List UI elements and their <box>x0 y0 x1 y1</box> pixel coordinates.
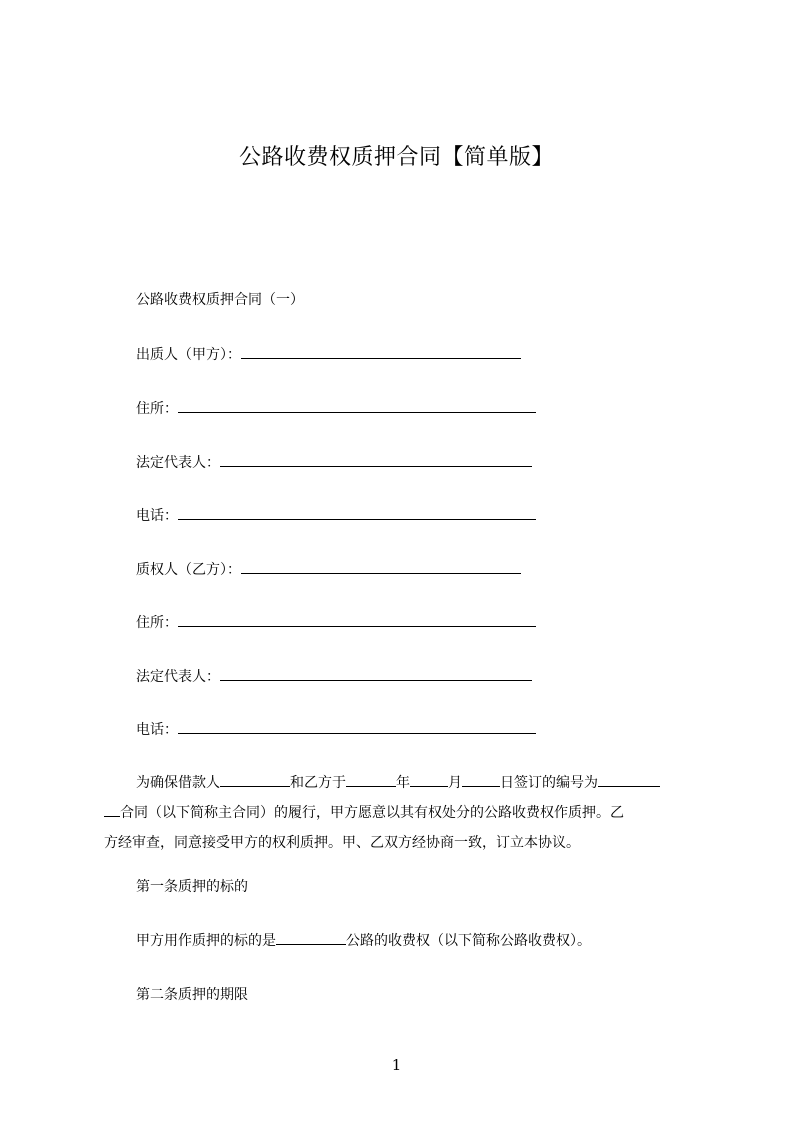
pledgor-blank <box>241 344 521 359</box>
day-blank <box>462 772 500 787</box>
article-1-text-before: 甲方用作质押的标的是 <box>136 933 276 949</box>
pledgee-address-label: 住所： <box>136 615 178 631</box>
contract-number-blank <box>598 772 660 787</box>
pledgor-legal-rep-label: 法定代表人： <box>136 455 220 471</box>
month-blank <box>410 772 448 787</box>
page-number: 1 <box>391 1056 402 1074</box>
pledgor-phone-blank <box>178 505 536 520</box>
pledgee-line <box>136 559 521 580</box>
pledgee-phone-label: 电话： <box>136 722 178 738</box>
year-blank <box>346 772 396 787</box>
pledgee-legal-rep-label: 法定代表人： <box>136 669 220 685</box>
intro-text-3: 年 <box>396 775 410 791</box>
article-1-heading: 第一条质押的标的 <box>136 879 248 895</box>
pledgee-legal-rep-line <box>136 666 532 687</box>
article-1-text-after: 公路的收费权（以下简称公路收费权）。 <box>346 933 591 949</box>
pledgor-line <box>136 344 521 365</box>
pledgee-legal-rep-blank <box>220 666 532 681</box>
intro-text-7: 方经审查，同意接受甲方的权利质押。甲、乙双方经协商一致，订立本协议。 <box>104 835 580 851</box>
pledgor-address-blank <box>178 398 536 413</box>
pledgor-phone-line <box>136 505 536 526</box>
intro-text-4: 月 <box>448 775 462 791</box>
intro-paragraph <box>104 768 702 858</box>
borrower-blank <box>220 772 290 787</box>
intro-text-1: 为确保借款人 <box>136 775 220 791</box>
intro-text-5: 日签订的编号为 <box>500 775 598 791</box>
pledgee-address-blank <box>178 612 536 627</box>
document-title: 公路收费权质押合同【简单版】 <box>238 145 554 170</box>
pledgor-legal-rep-blank <box>220 452 532 467</box>
article-2-heading: 第二条质押的期限 <box>136 987 248 1003</box>
pledgee-blank <box>241 559 521 574</box>
pledgor-address-line <box>136 398 536 419</box>
intro-text-2: 和乙方于 <box>290 775 346 791</box>
contract-number-blank-cont <box>104 802 120 817</box>
intro-text-6: 合同（以下简称主合同）的履行，甲方愿意以其有权处分的公路收费权作质押。乙 <box>120 805 624 821</box>
pledgee-phone-line <box>136 719 536 740</box>
pledgor-legal-rep-line <box>136 452 532 473</box>
pledgee-phone-blank <box>178 719 536 734</box>
article-1-text <box>136 930 591 951</box>
pledgee-address-line <box>136 612 536 633</box>
pledgee-label: 质权人（乙方）： <box>136 562 241 578</box>
pledgor-address-label: 住所： <box>136 401 178 417</box>
pledgor-phone-label: 电话： <box>136 508 178 524</box>
highway-name-blank <box>276 930 346 945</box>
contract-subtitle: 公路收费权质押合同（一） <box>136 292 304 308</box>
pledgor-label: 出质人（甲方）： <box>136 347 241 363</box>
